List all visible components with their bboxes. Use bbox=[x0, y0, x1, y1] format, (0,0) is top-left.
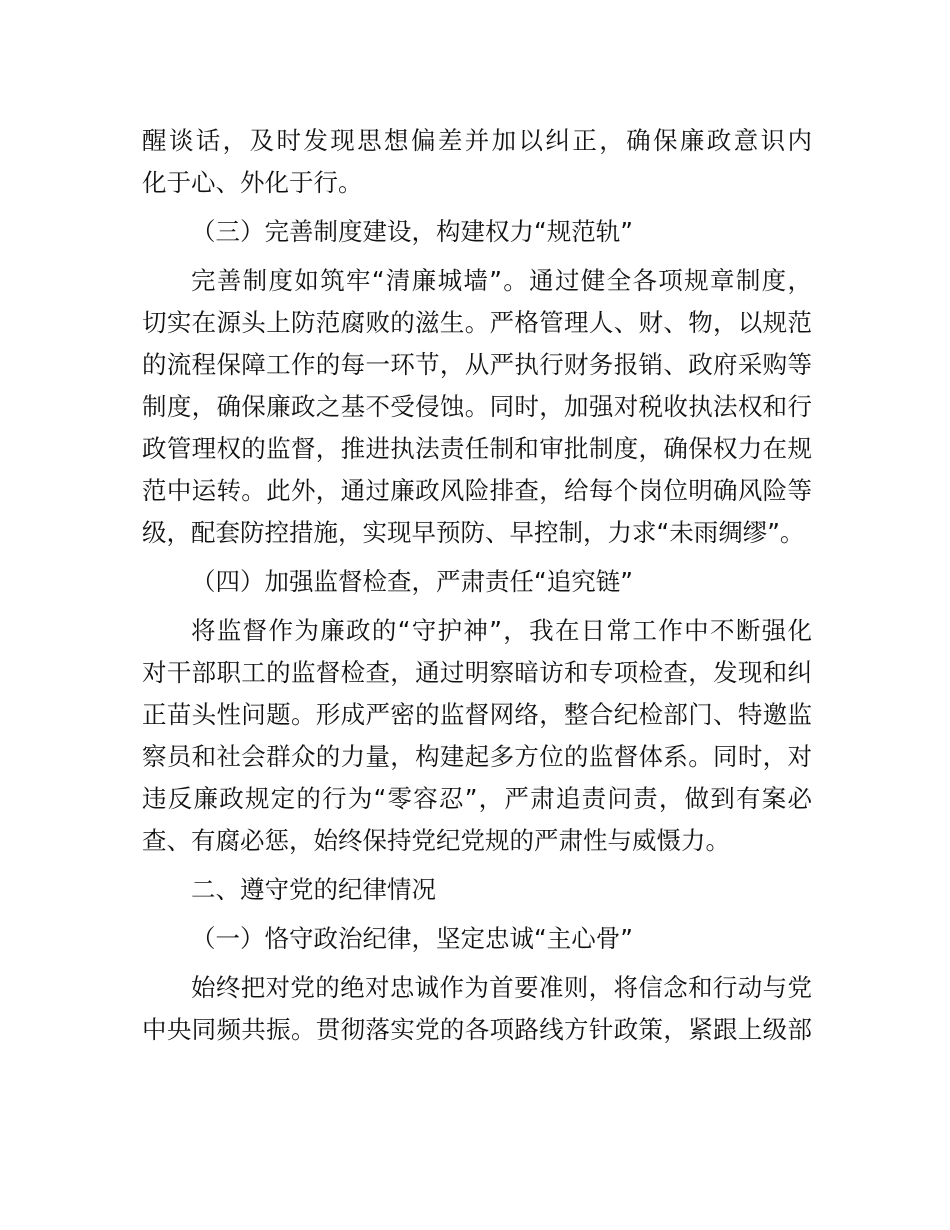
heading-line: （一）恪守政治纪律，坚定忠诚“主心骨” bbox=[191, 924, 633, 953]
section-heading bbox=[142, 918, 812, 960]
section-heading bbox=[142, 211, 812, 253]
text-line: 察员和社会群众的力量，构建起多方位的监督体系。同时，对 bbox=[142, 742, 812, 771]
document-page bbox=[142, 120, 812, 1051]
text-line: 中央同频共振。贯彻落实党的各项路线方针政策，紧跟上级部 bbox=[142, 1015, 812, 1044]
text-line: 正苗头性问题。形成严密的监督网络，整合纪检部门、特邀监 bbox=[142, 700, 812, 729]
text-line: 级，配套防控措施，实现早预防、早控制，力求“未雨绸缪”。 bbox=[142, 518, 805, 547]
heading-line: （四）加强监督检查，严肃责任“追究链” bbox=[191, 567, 633, 596]
text-line: 化于心、外化于行。 bbox=[142, 168, 363, 197]
heading-line: 二、遵守党的纪律情况 bbox=[191, 875, 436, 904]
heading-line: （三）完善制度建设，构建权力“规范轨” bbox=[191, 217, 633, 246]
text-line: 完善制度如筑牢“清廉城墙”。通过健全各项规章制度， bbox=[191, 266, 812, 295]
text-line: 查、有腐必惩，始终保持党纪党规的严肃性与威慑力。 bbox=[142, 826, 730, 855]
text-line: 范中运转。此外，通过廉政风险排查，给每个岗位明确风险等 bbox=[142, 476, 812, 505]
text-line: 对干部职工的监督检查，通过明察暗访和专项检查，发现和纠 bbox=[142, 658, 812, 687]
paragraph bbox=[142, 120, 812, 204]
text-line: 醒谈话，及时发现思想偏差并加以纠正，确保廉政意识内 bbox=[142, 126, 812, 155]
section-heading bbox=[142, 561, 812, 603]
paragraph bbox=[142, 967, 812, 1051]
text-line: 将监督作为廉政的“守护神”，我在日常工作中不断强化 bbox=[191, 616, 812, 645]
text-line: 切实在源头上防范腐败的滋生。严格管理人、财、物，以规范 bbox=[142, 308, 812, 337]
text-line: 制度，确保廉政之基不受侵蚀。同时，加强对税收执法权和行 bbox=[142, 392, 812, 421]
chapter-heading bbox=[142, 869, 812, 911]
text-line: 始终把对党的绝对忠诚作为首要准则，将信念和行动与党 bbox=[191, 973, 812, 1002]
paragraph bbox=[142, 610, 812, 862]
text-line: 违反廉政规定的行为“零容忍”，严肃追责问责，做到有案必 bbox=[142, 784, 812, 813]
text-line: 的流程保障工作的每一环节，从严执行财务报销、政府采购等 bbox=[142, 350, 812, 379]
paragraph bbox=[142, 260, 812, 554]
text-line: 政管理权的监督，推进执法责任制和审批制度，确保权力在规 bbox=[142, 434, 812, 463]
